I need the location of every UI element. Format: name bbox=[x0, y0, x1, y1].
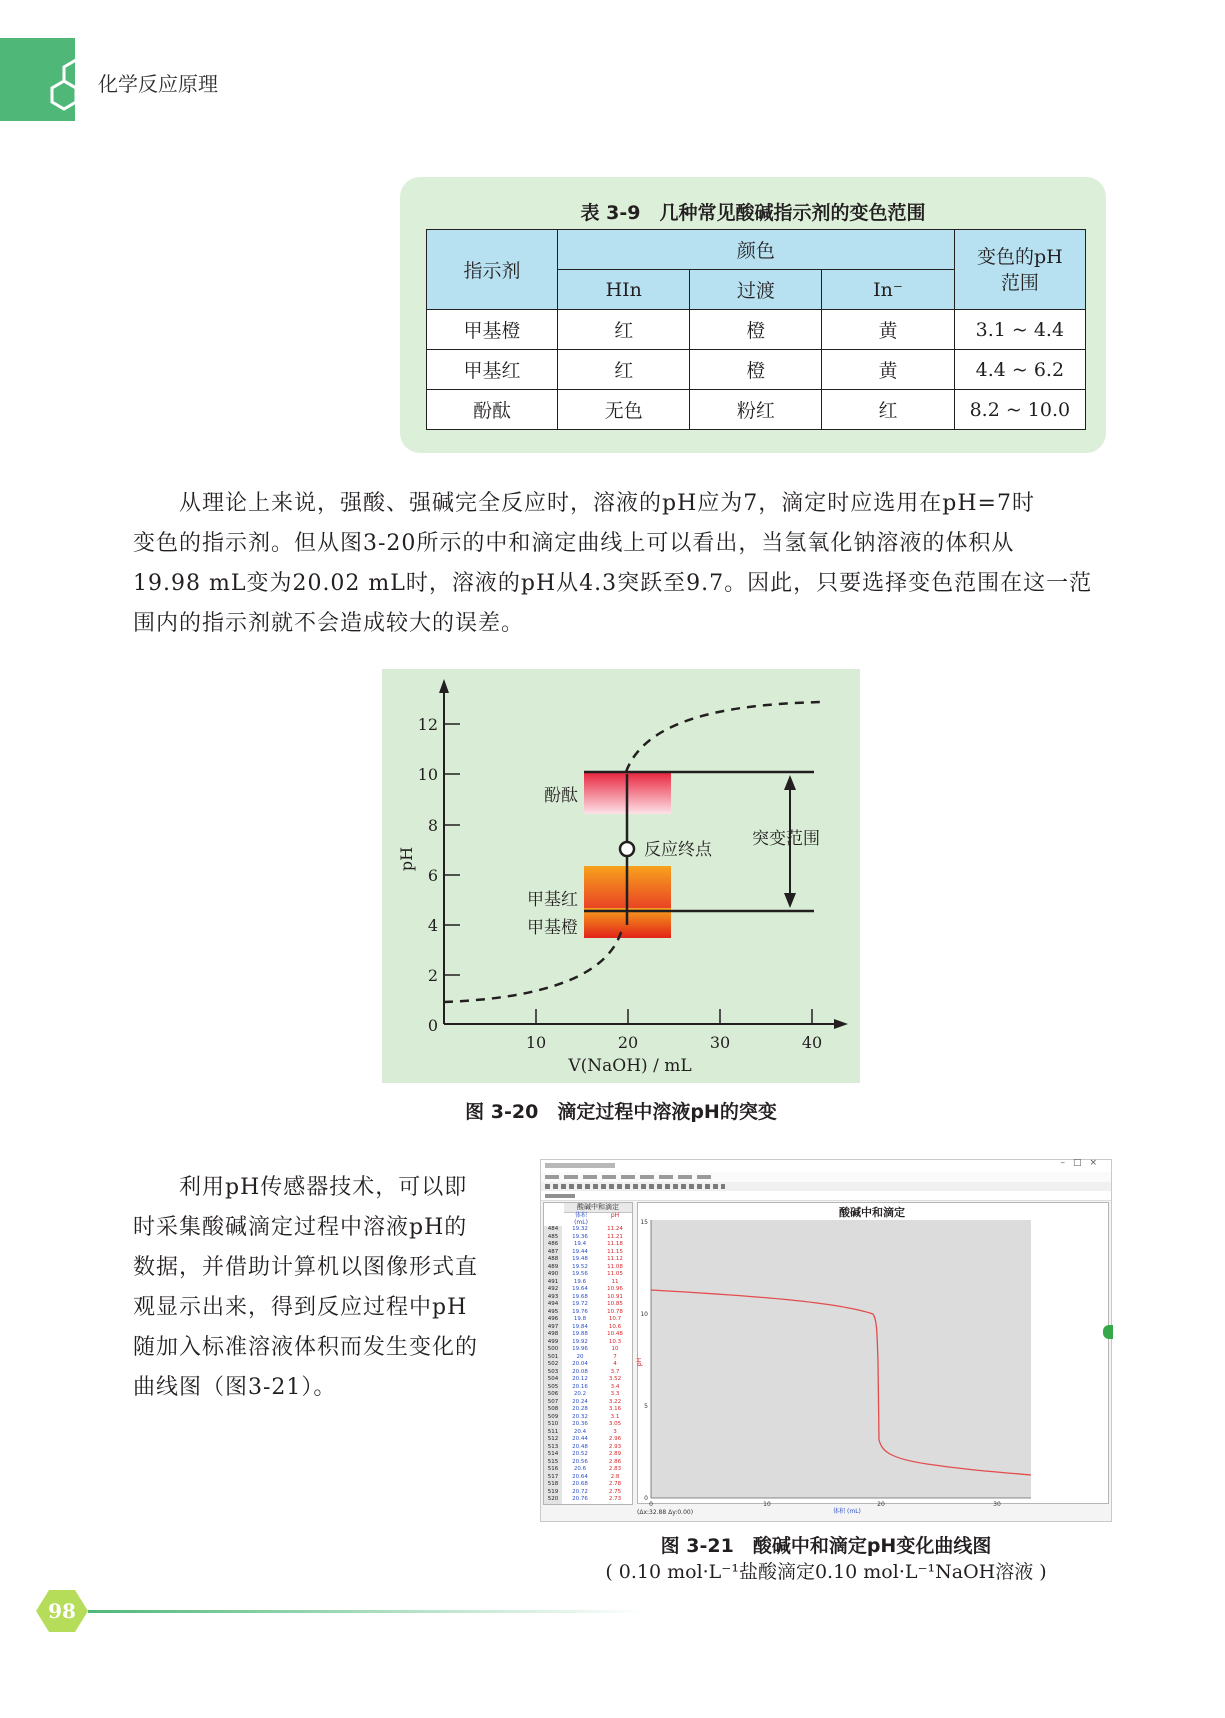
table-row bbox=[544, 1489, 632, 1497]
y-tick-label: 0 bbox=[644, 1495, 648, 1502]
row-index: 515 bbox=[544, 1459, 562, 1467]
row-index: 502 bbox=[544, 1361, 562, 1369]
row-index: 489 bbox=[544, 1264, 562, 1272]
ph-cell: 2.83 bbox=[598, 1466, 632, 1474]
ph-cell: 11.24 bbox=[598, 1226, 632, 1234]
ph-cell: 10.78 bbox=[598, 1309, 632, 1317]
ph-cell: 11 bbox=[598, 1279, 632, 1287]
arrow-up-icon bbox=[784, 775, 796, 790]
table-row bbox=[544, 1264, 632, 1272]
paragraph-sensor: 利用pH传感器技术，可以即 时采集酸碱滴定过程中溶液pH的 数据，并借助计算机以图像形式直 观显示出来，得到反应过程中pH 随加入标准溶液体积而发生变化的 曲线图（图3-21）。 bbox=[133, 1175, 479, 1400]
row-index: 517 bbox=[544, 1474, 562, 1482]
volume-cell: 20.4 bbox=[563, 1429, 597, 1437]
volume-cell: 19.96 bbox=[563, 1346, 597, 1354]
volume-cell: 19.84 bbox=[563, 1324, 597, 1332]
table-caption: 表 3-9 几种常见酸碱指示剂的变色范围 bbox=[580, 202, 926, 224]
table-row bbox=[544, 1369, 632, 1377]
y-tick-label: 2 bbox=[427, 966, 438, 985]
row-index: 496 bbox=[544, 1316, 562, 1324]
row-index: 520 bbox=[544, 1496, 562, 1504]
status-readout: (Δx:32.88 Δy:0.00) bbox=[637, 1509, 694, 1516]
table-row bbox=[544, 1496, 632, 1504]
row-index: 506 bbox=[544, 1391, 562, 1399]
table-row bbox=[544, 1309, 632, 1317]
table-row bbox=[544, 1324, 632, 1332]
ph-cell: 2.96 bbox=[598, 1436, 632, 1444]
volume-cell: 19.48 bbox=[563, 1256, 597, 1264]
header-indicator: 指示剂 bbox=[427, 230, 558, 310]
volume-cell: 20.6 bbox=[563, 1466, 597, 1474]
table-row: 酚酞 无色 粉红 红 8.2 ~ 10.0 bbox=[427, 390, 1086, 430]
volume-cell: 20.08 bbox=[563, 1369, 597, 1377]
y-tick-label: 5 bbox=[644, 1403, 648, 1410]
volume-cell: 20 bbox=[563, 1354, 597, 1362]
ph-cell: 2.78 bbox=[598, 1481, 632, 1489]
table-row bbox=[544, 1436, 632, 1444]
y-tick-label: 4 bbox=[427, 916, 438, 935]
volume-cell: 20.2 bbox=[563, 1391, 597, 1399]
table-row bbox=[544, 1391, 632, 1399]
jump-range-label: 突变范围 bbox=[752, 829, 820, 849]
table-row bbox=[544, 1466, 632, 1474]
plot-area bbox=[651, 1220, 1031, 1498]
table-row bbox=[544, 1376, 632, 1384]
y-tick-label: 0 bbox=[427, 1016, 438, 1035]
table-row bbox=[544, 1481, 632, 1489]
table-row bbox=[544, 1301, 632, 1309]
ph-cell: 11.21 bbox=[598, 1234, 632, 1242]
methyl-red-label: 甲基红 bbox=[527, 890, 578, 910]
volume-cell: 19.36 bbox=[563, 1234, 597, 1242]
volume-cell: 20.16 bbox=[563, 1384, 597, 1392]
row-index: 488 bbox=[544, 1256, 562, 1264]
table-row bbox=[544, 1361, 632, 1369]
volume-cell: 19.4 bbox=[563, 1241, 597, 1249]
arrow-down-icon bbox=[784, 893, 796, 908]
methyl-orange-label: 甲基橙 bbox=[527, 918, 578, 938]
plot-x-label: 体积 (mL) bbox=[833, 1508, 861, 1515]
table-row bbox=[544, 1429, 632, 1437]
ph-cell: 3.52 bbox=[598, 1376, 632, 1384]
table-row bbox=[544, 1406, 632, 1414]
data-table-panel[interactable] bbox=[543, 1202, 633, 1505]
row-index: 513 bbox=[544, 1444, 562, 1452]
table-row bbox=[544, 1354, 632, 1362]
ph-cell: 2.86 bbox=[598, 1459, 632, 1467]
row-index: 503 bbox=[544, 1369, 562, 1377]
volume-cell: 19.8 bbox=[563, 1316, 597, 1324]
window-title-text bbox=[545, 1163, 615, 1168]
table-row bbox=[544, 1256, 632, 1264]
row-index: 508 bbox=[544, 1406, 562, 1414]
logger-pro-window bbox=[540, 1159, 1112, 1522]
y-tick-label: 8 bbox=[427, 816, 438, 835]
table-row bbox=[544, 1316, 632, 1324]
ph-cell: 7 bbox=[598, 1354, 632, 1362]
y-axis-label: pH bbox=[397, 846, 416, 872]
volume-cell: 19.68 bbox=[563, 1294, 597, 1302]
row-index: 510 bbox=[544, 1421, 562, 1429]
volume-cell: 19.92 bbox=[563, 1339, 597, 1347]
x-axis-arrow-icon bbox=[834, 1019, 848, 1029]
volume-cell: 20.56 bbox=[563, 1459, 597, 1467]
table-row bbox=[544, 1346, 632, 1354]
volume-cell: 20.04 bbox=[563, 1361, 597, 1369]
ph-cell: 11.05 bbox=[598, 1271, 632, 1279]
header-hin: HIn bbox=[558, 270, 690, 310]
row-index: 490 bbox=[544, 1271, 562, 1279]
page-number: 98 bbox=[48, 1599, 76, 1623]
footer-rule bbox=[88, 1610, 648, 1613]
ph-cell: 3.1 bbox=[598, 1414, 632, 1422]
data-table-title: 酸碱中和滴定 bbox=[564, 1203, 632, 1213]
volume-cell: 20.52 bbox=[563, 1451, 597, 1459]
table-row bbox=[544, 1474, 632, 1482]
volume-cell: 20.68 bbox=[563, 1481, 597, 1489]
volume-cell: 19.44 bbox=[563, 1249, 597, 1257]
ph-cell: 2.73 bbox=[598, 1496, 632, 1504]
y-tick-label: 10 bbox=[640, 1311, 648, 1318]
ph-cell: 2.75 bbox=[598, 1489, 632, 1497]
volume-cell: 20.72 bbox=[563, 1489, 597, 1497]
endpoint-label: 反应终点 bbox=[644, 840, 712, 860]
volume-cell: 20.32 bbox=[563, 1414, 597, 1422]
row-index: 507 bbox=[544, 1399, 562, 1407]
volume-cell: 20.12 bbox=[563, 1376, 597, 1384]
volume-cell: 19.52 bbox=[563, 1264, 597, 1272]
ph-cell: 10.3 bbox=[598, 1339, 632, 1347]
ph-cell: 10.48 bbox=[598, 1331, 632, 1339]
volume-cell: 19.64 bbox=[563, 1286, 597, 1294]
ph-cell: 3.3 bbox=[598, 1391, 632, 1399]
row-index: 505 bbox=[544, 1384, 562, 1392]
row-index: 494 bbox=[544, 1301, 562, 1309]
row-index: 495 bbox=[544, 1309, 562, 1317]
table-row bbox=[544, 1249, 632, 1257]
figure-3-21-subcaption: ( 0.10 mol·L⁻¹盐酸滴定0.10 mol·L⁻¹NaOH溶液 ) bbox=[605, 1561, 1047, 1583]
volume-cell: 19.76 bbox=[563, 1309, 597, 1317]
ph-cell: 10.6 bbox=[598, 1324, 632, 1332]
volume-cell: 19.72 bbox=[563, 1301, 597, 1309]
header-title: 化学反应原理 bbox=[98, 72, 218, 96]
expand-panel-icon[interactable] bbox=[1103, 1325, 1113, 1339]
row-index: 499 bbox=[544, 1339, 562, 1347]
ph-cell: 3 bbox=[598, 1429, 632, 1437]
volume-cell: 20.64 bbox=[563, 1474, 597, 1482]
table-row bbox=[544, 1399, 632, 1407]
graph-title: 酸碱中和滴定 bbox=[839, 1206, 905, 1219]
x-tick-label: 40 bbox=[801, 1033, 823, 1052]
row-index: 511 bbox=[544, 1429, 562, 1437]
column-volume-header: 体积 (mL) bbox=[574, 1212, 588, 1226]
row-index: 504 bbox=[544, 1376, 562, 1384]
table-row bbox=[544, 1279, 632, 1287]
row-index: 509 bbox=[544, 1414, 562, 1422]
table-row: 甲基橙 红 橙 黄 3.1 ~ 4.4 bbox=[427, 310, 1086, 350]
y-tick-label: 10 bbox=[417, 765, 438, 784]
ph-cell: 3.16 bbox=[598, 1406, 632, 1414]
y-tick-label: 6 bbox=[427, 866, 438, 885]
row-index: 518 bbox=[544, 1481, 562, 1489]
row-index: 512 bbox=[544, 1436, 562, 1444]
window-controls-icon[interactable]: –□× bbox=[1060, 1158, 1105, 1168]
phenolphthalein-label: 酚酞 bbox=[544, 786, 578, 806]
column-ph-header: pH bbox=[610, 1212, 620, 1219]
volume-cell: 20.28 bbox=[563, 1406, 597, 1414]
row-index: 491 bbox=[544, 1279, 562, 1287]
ph-cell: 3.05 bbox=[598, 1421, 632, 1429]
table-row bbox=[544, 1421, 632, 1429]
row-index: 486 bbox=[544, 1241, 562, 1249]
ph-cell: 11.18 bbox=[598, 1241, 632, 1249]
figure-3-20-caption: 图 3-20 滴定过程中溶液pH的突变 bbox=[465, 1101, 777, 1123]
ph-cell: 2.8 bbox=[598, 1474, 632, 1482]
row-index: 484 bbox=[544, 1226, 562, 1234]
ph-cell: 10.91 bbox=[598, 1294, 632, 1302]
table-row bbox=[544, 1294, 632, 1302]
table-row bbox=[544, 1234, 632, 1242]
menu-bar[interactable] bbox=[541, 1172, 1111, 1182]
y-tick-label: 12 bbox=[417, 715, 438, 734]
row-index: 485 bbox=[544, 1234, 562, 1242]
row-index: 516 bbox=[544, 1466, 562, 1474]
plot-y-label: pH bbox=[636, 1357, 643, 1367]
volume-cell: 20.76 bbox=[563, 1496, 597, 1504]
x-tick-label: 10 bbox=[763, 1501, 771, 1508]
titration-diagram bbox=[382, 669, 860, 1083]
titration-plot bbox=[637, 1202, 1107, 1520]
x-tick-label: 0 bbox=[649, 1501, 653, 1508]
volume-cell: 20.44 bbox=[563, 1436, 597, 1444]
table-row bbox=[544, 1271, 632, 1279]
volume-cell: 19.88 bbox=[563, 1331, 597, 1339]
x-tick-label: 10 bbox=[525, 1033, 547, 1052]
ph-cell: 10 bbox=[598, 1346, 632, 1354]
row-index: 514 bbox=[544, 1451, 562, 1459]
header-transition: 过渡 bbox=[690, 270, 822, 310]
ph-cell: 10.7 bbox=[598, 1316, 632, 1324]
endpoint-marker bbox=[620, 842, 634, 856]
table-row bbox=[544, 1414, 632, 1422]
x-tick-label: 30 bbox=[709, 1033, 731, 1052]
volume-cell: 20.36 bbox=[563, 1421, 597, 1429]
row-index: 519 bbox=[544, 1489, 562, 1497]
ph-cell: 2.89 bbox=[598, 1451, 632, 1459]
row-index: 497 bbox=[544, 1324, 562, 1332]
ph-cell: 11.15 bbox=[598, 1249, 632, 1257]
ph-cell: 11.08 bbox=[598, 1264, 632, 1272]
header-color: 颜色 bbox=[558, 230, 955, 270]
x-tick-label: 20 bbox=[877, 1501, 885, 1508]
volume-cell: 19.6 bbox=[563, 1279, 597, 1287]
table-row bbox=[544, 1241, 632, 1249]
volume-cell: 20.24 bbox=[563, 1399, 597, 1407]
indicator-table bbox=[426, 229, 1086, 430]
row-index: 500 bbox=[544, 1346, 562, 1354]
table-row bbox=[544, 1226, 632, 1234]
y-axis-arrow-icon bbox=[439, 679, 449, 693]
volume-cell: 19.32 bbox=[563, 1226, 597, 1234]
table-row bbox=[544, 1444, 632, 1452]
row-index: 493 bbox=[544, 1294, 562, 1302]
table-row bbox=[544, 1331, 632, 1339]
header-range: 变色的pH 范围 bbox=[954, 230, 1085, 310]
table-row bbox=[544, 1451, 632, 1459]
table-row: 甲基红 红 橙 黄 4.4 ~ 6.2 bbox=[427, 350, 1086, 390]
ph-cell: 2.93 bbox=[598, 1444, 632, 1452]
ph-cell: 10.96 bbox=[598, 1286, 632, 1294]
row-index: 498 bbox=[544, 1331, 562, 1339]
x-tick-label: 30 bbox=[993, 1501, 1001, 1508]
row-index: 501 bbox=[544, 1354, 562, 1362]
hexagon-logo-icon bbox=[44, 56, 106, 118]
ph-cell: 10.85 bbox=[598, 1301, 632, 1309]
row-index: 487 bbox=[544, 1249, 562, 1257]
table-row bbox=[544, 1459, 632, 1467]
ph-cell: 11.12 bbox=[598, 1256, 632, 1264]
x-tick-label: 20 bbox=[617, 1033, 639, 1052]
y-tick-label: 15 bbox=[640, 1219, 648, 1226]
paragraph-theory: 从理论上来说，强酸、强碱完全反应时，溶液的pH应为7，滴定时应选用在pH=7时 变色的指示剂。但从图3-20所示的中和滴定曲线上可以看出，当氢氧化钠溶液的体积从 19.98 mL变为20.02 mL时，溶液的pH从4.3突跃至9.7。因此，只要选择变色范围在这一范 围内的指示剂就不会造成较大的误差。 bbox=[133, 491, 1093, 636]
ph-cell: 3.22 bbox=[598, 1399, 632, 1407]
ph-cell: 3.7 bbox=[598, 1369, 632, 1377]
volume-cell: 19.56 bbox=[563, 1271, 597, 1279]
volume-cell: 20.48 bbox=[563, 1444, 597, 1452]
row-index: 492 bbox=[544, 1286, 562, 1294]
ph-cell: 3.4 bbox=[598, 1384, 632, 1392]
header-in: In⁻ bbox=[822, 270, 954, 310]
table-row bbox=[544, 1286, 632, 1294]
table-row bbox=[544, 1339, 632, 1347]
page-tab-bar[interactable] bbox=[541, 1191, 1111, 1201]
x-axis-label: V(NaOH) / mL bbox=[568, 1056, 692, 1076]
ph-cell: 4 bbox=[598, 1361, 632, 1369]
table-row bbox=[544, 1384, 632, 1392]
figure-3-21-caption: 图 3-21 酸碱中和滴定pH变化曲线图 bbox=[660, 1535, 992, 1557]
